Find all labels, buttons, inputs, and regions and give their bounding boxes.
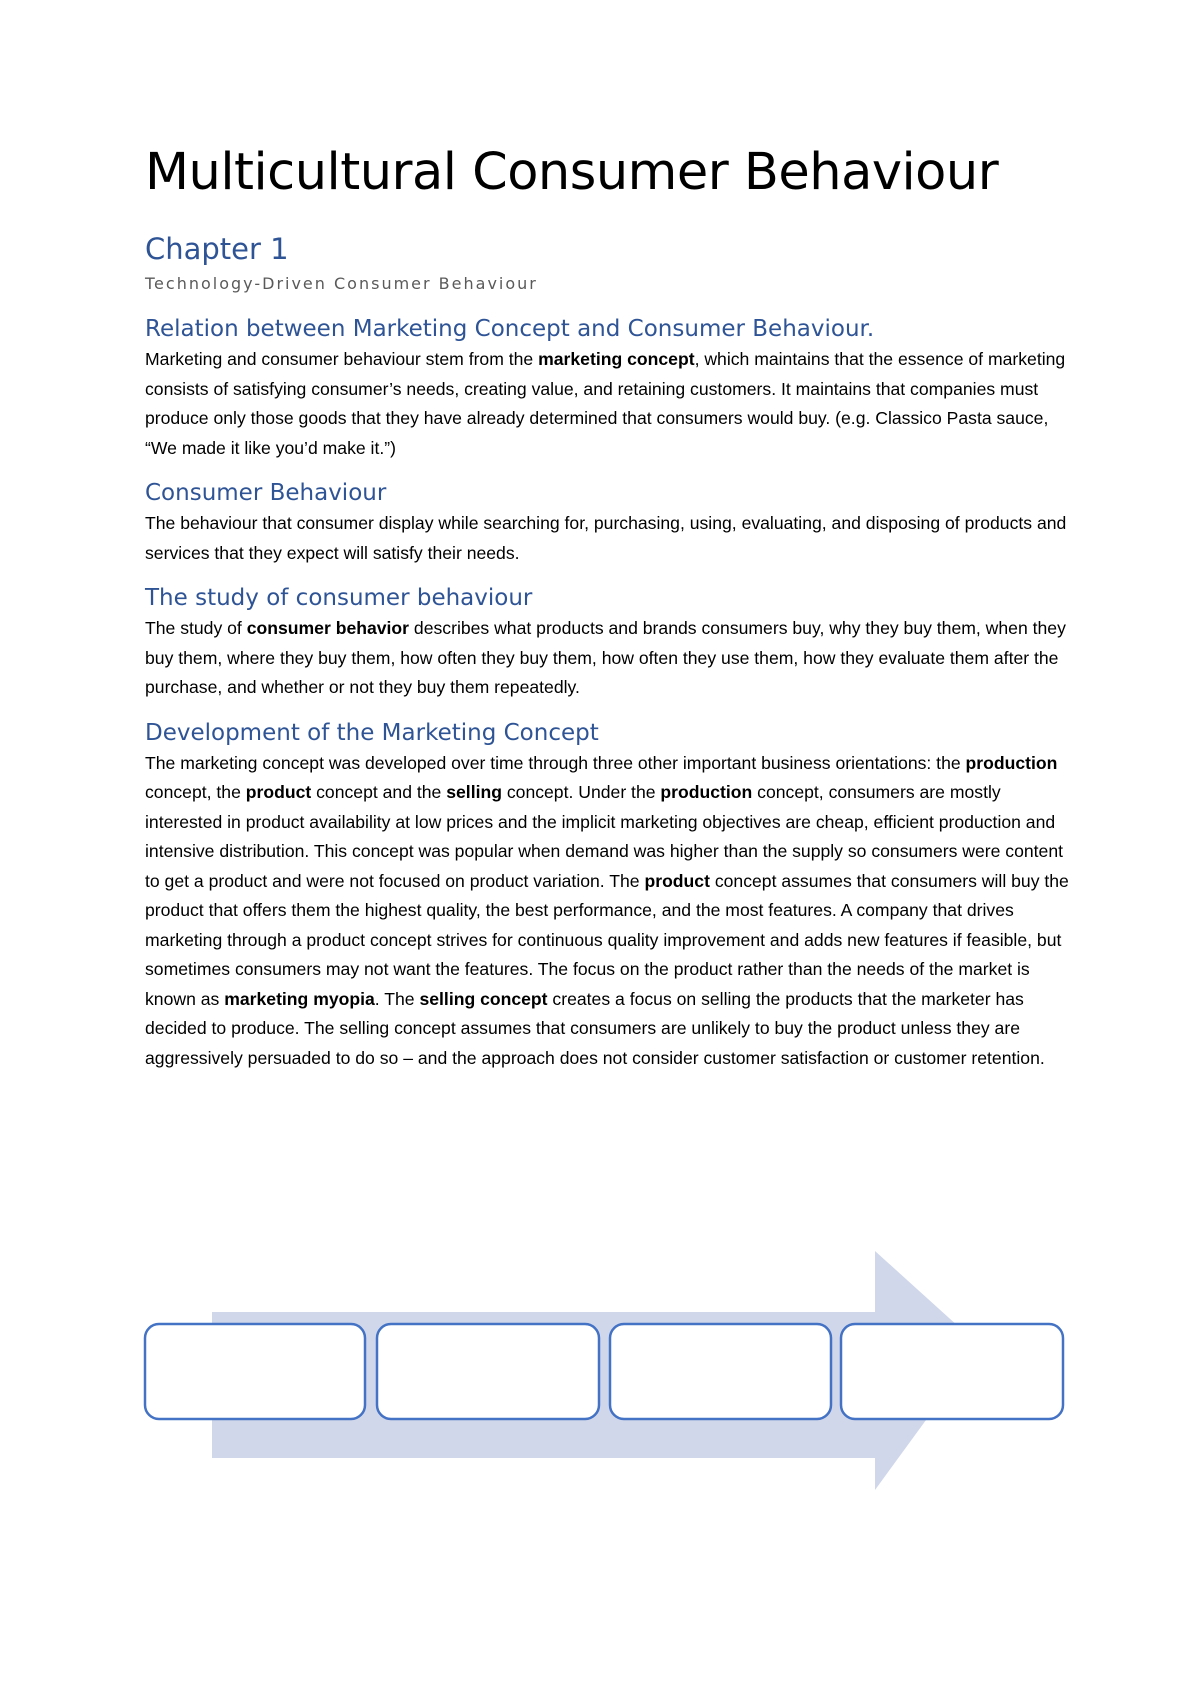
document-body: [145, 140, 1070, 1073]
bold-term: product: [245, 782, 312, 802]
section-heading: Consumer Behaviour: [145, 480, 387, 506]
section-paragraph: The behaviour that consumer display while searching for, purchasing, using, evaluating, and disposing of products and services that they expect will satisfy their needs.: [145, 513, 1067, 563]
section-heading: Development of the Marketing Concept: [145, 719, 599, 746]
bold-term: production: [965, 752, 1058, 773]
section-heading: Relation between Marketing Concept and Consumer Behaviour.: [145, 316, 875, 342]
bold-term: marketing myopia: [224, 988, 375, 1009]
process-box-1[interactable]: [145, 1324, 365, 1419]
bold-term: marketing concept: [538, 349, 695, 369]
process-box-4[interactable]: [841, 1324, 1063, 1419]
section-consumer-behaviour: [145, 477, 1070, 568]
process-box-3[interactable]: [610, 1324, 831, 1419]
section-paragraph: Marketing and consumer behaviour stem from the marketing concept, which maintains that the essence of marketing consists of satisfying consumer’s needs, creating value, and retaining customers. It maintains that companies must produce only those goods that they have already determined that consumers would buy. (e.g. Classico Pasta sauce, “We made it like you’d make it.”): [145, 349, 1066, 458]
section-paragraph: The marketing concept was developed over time through three other important business orientations: the production concept, the product concept and the selling concept. Under the production concept, consumers are mostly interested in product availability at low prices and the implicit marketing objectives are cheap, efficient production and intensive distribution. This concept was popular when demand was higher than the supply so consumers were content to get a product and were not focused on product variation. The product concept assumes that consumers will buy the product that offers them the highest quality, the best performance, and the most features. A company that drives marketing through a product concept strives for continuous quality improvement and adds new features if feasible, but sometimes consumers may not want the features. The focus on the product rather than the needs of the market is known as marketing myopia. The selling concept creates a focus on selling the products that the marketer has decided to produce. The selling concept assumes that consumers are unlikely to buy the product unless they are aggressively persuaded to do so – and the approach does not consider customer satisfaction or customer retention.: [145, 752, 1069, 1068]
chapter-heading: Chapter 1: [145, 232, 289, 266]
bold-term: production: [660, 782, 753, 802]
section-paragraph: The study of consumer behavior describes what products and brands consumers buy, why they buy them, when they buy them, where they buy them, how often they buy them, how often they use them, how they evaluate them after the purchase, and whether or not they buy them repeatedly.: [145, 618, 1066, 697]
section-marketing-relation: [145, 313, 1070, 463]
section-study-of-consumer-behaviour: [145, 582, 1070, 703]
document-title: Multicultural Consumer Behaviour: [145, 143, 999, 202]
section-development-marketing-concept: [145, 717, 1070, 1074]
section-heading: The study of consumer behaviour: [145, 585, 533, 611]
chapter-subtitle: Technology-Driven Consumer Behaviour: [145, 274, 538, 293]
bold-term: selling concept: [419, 988, 548, 1009]
bold-term: product: [644, 870, 710, 891]
bold-term: consumer behavior: [246, 618, 410, 638]
process-box-2[interactable]: [377, 1324, 599, 1419]
bold-term: selling: [446, 782, 502, 802]
